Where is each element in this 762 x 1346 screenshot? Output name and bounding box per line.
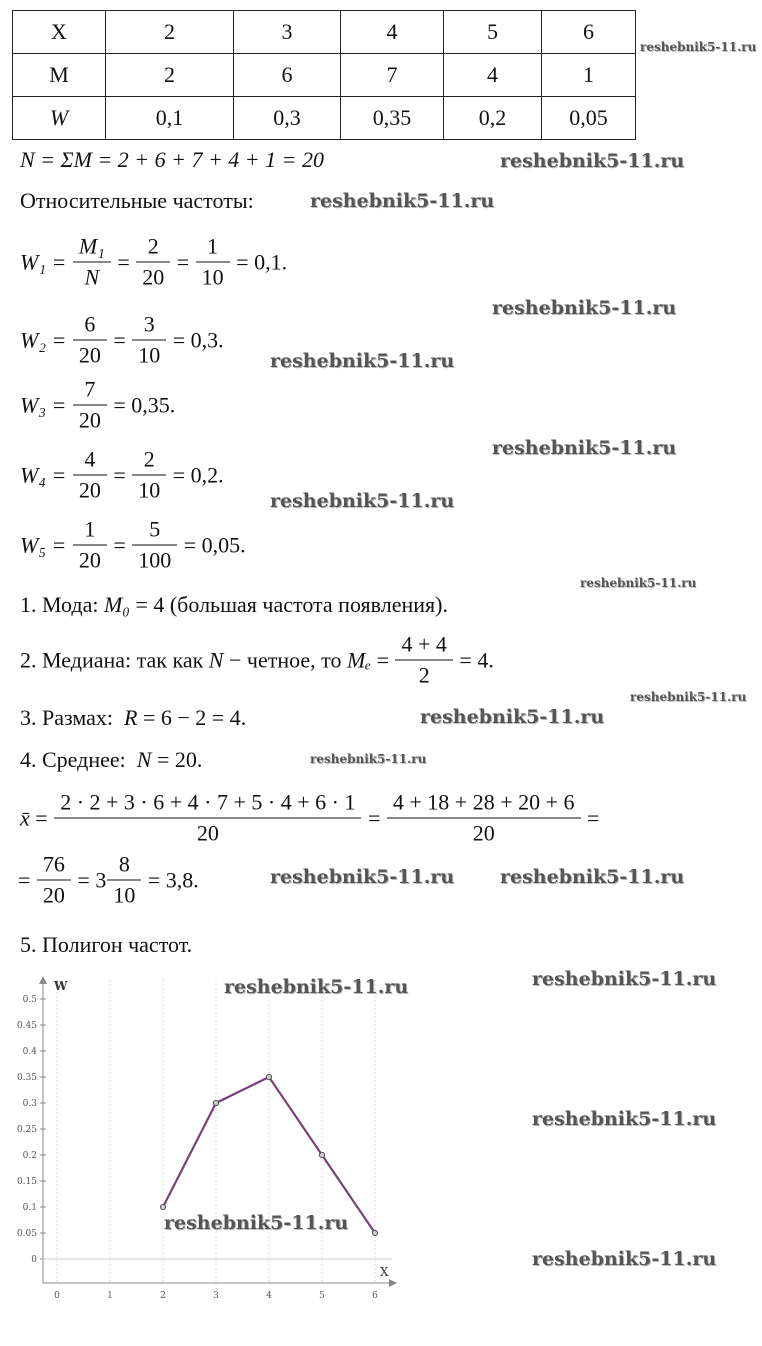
denominator: 10: [132, 475, 166, 504]
math-line: [20, 592, 448, 618]
denominator: 20: [73, 405, 107, 434]
denominator: 20: [37, 880, 71, 909]
table-cell: 2: [106, 11, 234, 54]
math-text: N: [208, 647, 224, 672]
fraction: [390, 790, 578, 847]
table-cell: 0,35: [341, 97, 444, 140]
fraction: [76, 234, 108, 291]
frequency-table: [12, 10, 636, 140]
math-text: W₅ =: [20, 532, 72, 557]
denominator: 20: [73, 545, 107, 574]
math-line: [18, 852, 199, 909]
fraction: [135, 312, 163, 369]
numerator: 6: [84, 311, 96, 337]
math-text: x̄: [20, 805, 30, 830]
math-line: [20, 377, 175, 434]
math-line: [20, 517, 246, 574]
y-tick-label: 0.5: [22, 995, 37, 1005]
denominator: 10: [107, 880, 141, 909]
fraction: [76, 447, 104, 504]
y-tick-label: 0.05: [16, 1229, 37, 1239]
x-tick-label: 3: [213, 1291, 219, 1301]
math-text: = 4.: [453, 647, 494, 672]
math-text: =: [371, 647, 395, 672]
math-text: =: [362, 805, 386, 830]
denominator: 10: [132, 340, 166, 369]
numerator: 2: [143, 446, 155, 472]
fraction: [40, 852, 68, 909]
numerator: 2 · 2 + 3 · 6 + 4 · 7 + 5 · 4 + 6 · 1: [60, 789, 356, 815]
math-text: = 0,1.: [230, 249, 288, 274]
y-tick-label: 0.25: [16, 1125, 37, 1135]
watermark: reshebnik5-11.ru: [420, 706, 605, 728]
table-cell: 5: [444, 11, 542, 54]
math-line: [20, 747, 202, 773]
y-axis-arrow: [39, 976, 47, 984]
math-text: 5. Полигон частот.: [20, 932, 193, 957]
watermark: reshebnik5-11.ru: [640, 40, 757, 54]
x-tick-label: 6: [372, 1291, 378, 1301]
math-text: Mₑ: [346, 647, 372, 672]
watermark: reshebnik5-11.ru: [310, 752, 427, 766]
math-text: =: [111, 249, 136, 274]
denominator: 100: [132, 545, 177, 574]
math-text: W₁ =: [20, 249, 72, 274]
row-header-cell: M: [13, 54, 106, 97]
row-header-cell: X: [13, 11, 106, 54]
table-cell: 4: [341, 11, 444, 54]
watermark: reshebnik5-11.ru: [270, 490, 455, 512]
series-line: [163, 1077, 375, 1233]
math-text: 2. Медиана: так как: [20, 647, 209, 672]
table-cell: 0,1: [106, 97, 234, 140]
x-tick-label: 5: [319, 1291, 325, 1301]
math-text: Относительные частоты:: [20, 188, 254, 213]
math-line: [20, 188, 254, 214]
numerator: 7: [84, 376, 96, 402]
watermark: reshebnik5-11.ru: [492, 297, 677, 319]
math-text: =: [107, 327, 132, 352]
data-point: [213, 1100, 218, 1105]
x-tick-label: 4: [266, 1291, 272, 1301]
math-text: 1. Мода:: [20, 592, 104, 617]
math-text: = 3: [71, 867, 107, 892]
table-cell: 1: [542, 54, 636, 97]
watermark: reshebnik5-11.ru: [500, 150, 685, 172]
math-line: [20, 147, 324, 173]
numerator: 3: [143, 311, 155, 337]
fraction: [139, 234, 167, 291]
data-point: [266, 1074, 271, 1079]
denominator: N: [73, 262, 111, 291]
watermark: reshebnik5-11.ru: [492, 437, 677, 459]
math-text: = 0,05.: [178, 532, 246, 557]
y-tick-label: 0.2: [22, 1151, 37, 1161]
data-point: [319, 1152, 324, 1157]
math-line: [20, 705, 246, 731]
watermark: reshebnik5-11.ru: [532, 1248, 717, 1270]
x-tick-label: 0: [54, 1291, 60, 1301]
math-text: − четное, то: [223, 647, 347, 672]
math-line: [20, 790, 599, 847]
denominator: 20: [73, 340, 107, 369]
math-text: =: [18, 867, 36, 892]
table-cell: 0,3: [234, 97, 341, 140]
table-cell: 2: [106, 54, 234, 97]
fraction: [135, 447, 163, 504]
y-tick-label: 0.15: [16, 1177, 37, 1187]
math-text: = 3,8.: [142, 867, 199, 892]
math-text: R: [124, 705, 138, 730]
watermark: reshebnik5-11.ru: [630, 690, 747, 704]
math-text: = 20.: [151, 747, 203, 772]
table-cell: 0,2: [444, 97, 542, 140]
numerator: 76: [42, 851, 65, 877]
math-text: 4. Среднее:: [20, 747, 137, 772]
fraction: [110, 852, 138, 909]
data-point: [160, 1204, 165, 1209]
math-text: M₀: [103, 592, 130, 617]
y-tick-label: 0.45: [16, 1021, 37, 1031]
denominator: 20: [73, 475, 107, 504]
math-text: =: [171, 249, 195, 274]
fraction: [57, 790, 358, 847]
x-tick-label: 2: [160, 1291, 166, 1301]
watermark: reshebnik5-11.ru: [270, 866, 455, 888]
math-text: =: [581, 805, 600, 830]
fraction: [199, 234, 227, 291]
math-text: = 0,3.: [167, 327, 224, 352]
watermark: reshebnik5-11.ru: [500, 866, 685, 888]
row-header-cell: W: [13, 97, 106, 140]
table-row: [13, 11, 636, 54]
denominator: 2: [395, 660, 452, 689]
math-text: N = ΣM = 2 + 6 + 7 + 4 + 1 = 20: [20, 147, 324, 172]
numerator: 8: [118, 851, 130, 877]
numerator: 1: [207, 233, 219, 259]
fraction: [76, 517, 104, 574]
math-text: =: [107, 532, 132, 557]
fraction: [135, 517, 174, 574]
math-text: W₂ =: [20, 327, 72, 352]
fraction: [398, 632, 449, 689]
math-text: =: [29, 805, 54, 830]
denominator: 10: [196, 262, 230, 291]
math-line: [20, 234, 287, 291]
table-cell: 6: [234, 54, 341, 97]
table-cell: 6: [542, 11, 636, 54]
x-tick-label: 1: [107, 1291, 113, 1301]
y-tick-label: 0: [31, 1255, 37, 1265]
table-cell: 3: [234, 11, 341, 54]
math-text: = 0,2.: [167, 462, 224, 487]
denominator: 20: [136, 262, 170, 291]
watermark: reshebnik5-11.ru: [532, 968, 717, 990]
watermark: reshebnik5-11.ru: [270, 350, 455, 372]
numerator: 4 + 4: [401, 631, 447, 657]
watermark: reshebnik5-11.ru: [310, 190, 495, 212]
table-row: [13, 54, 636, 97]
numerator: 4 + 18 + 28 + 20 + 6: [392, 789, 575, 815]
math-line: [20, 932, 192, 958]
y-tick-label: 0.3: [22, 1099, 37, 1109]
math-text: = 4 (большая частота появления).: [129, 592, 448, 617]
numerator: 5: [149, 516, 161, 542]
table-cell: 7: [341, 54, 444, 97]
watermark: reshebnik5-11.ru: [532, 1108, 717, 1130]
math-text: = 0,35.: [107, 392, 176, 417]
math-text: N: [136, 747, 152, 772]
y-tick-label: 0.1: [22, 1203, 37, 1213]
numerator: 1: [84, 516, 96, 542]
data-point: [372, 1230, 377, 1235]
math-line: [20, 447, 224, 504]
watermark: reshebnik5-11.ru: [580, 576, 697, 590]
x-axis-arrow: [389, 1279, 397, 1287]
fraction: [76, 377, 104, 434]
math-line: [20, 632, 494, 689]
denominator: 20: [387, 818, 581, 847]
numerator: 2: [147, 233, 159, 259]
fraction: [76, 312, 104, 369]
watermark: reshebnik5-11.ru: [224, 976, 409, 998]
math-line: [20, 312, 224, 369]
y-tick-label: 0.4: [22, 1047, 37, 1057]
math-text: =: [107, 462, 132, 487]
table-row: [13, 97, 636, 140]
math-text: 3. Размах:: [20, 705, 125, 730]
numerator: M₁: [78, 233, 105, 259]
math-text: W₄ =: [20, 462, 72, 487]
y-tick-label: 0.35: [16, 1073, 37, 1083]
watermark: reshebnik5-11.ru: [164, 1212, 349, 1234]
math-text: = 6 − 2 = 4.: [137, 705, 247, 730]
numerator: 4: [84, 446, 96, 472]
x-axis-label: X: [380, 1265, 389, 1279]
table-cell: 0,05: [542, 97, 636, 140]
table-cell: 4: [444, 54, 542, 97]
y-axis-label: W: [54, 979, 68, 993]
denominator: 20: [54, 818, 361, 847]
math-text: W₃ =: [20, 392, 72, 417]
